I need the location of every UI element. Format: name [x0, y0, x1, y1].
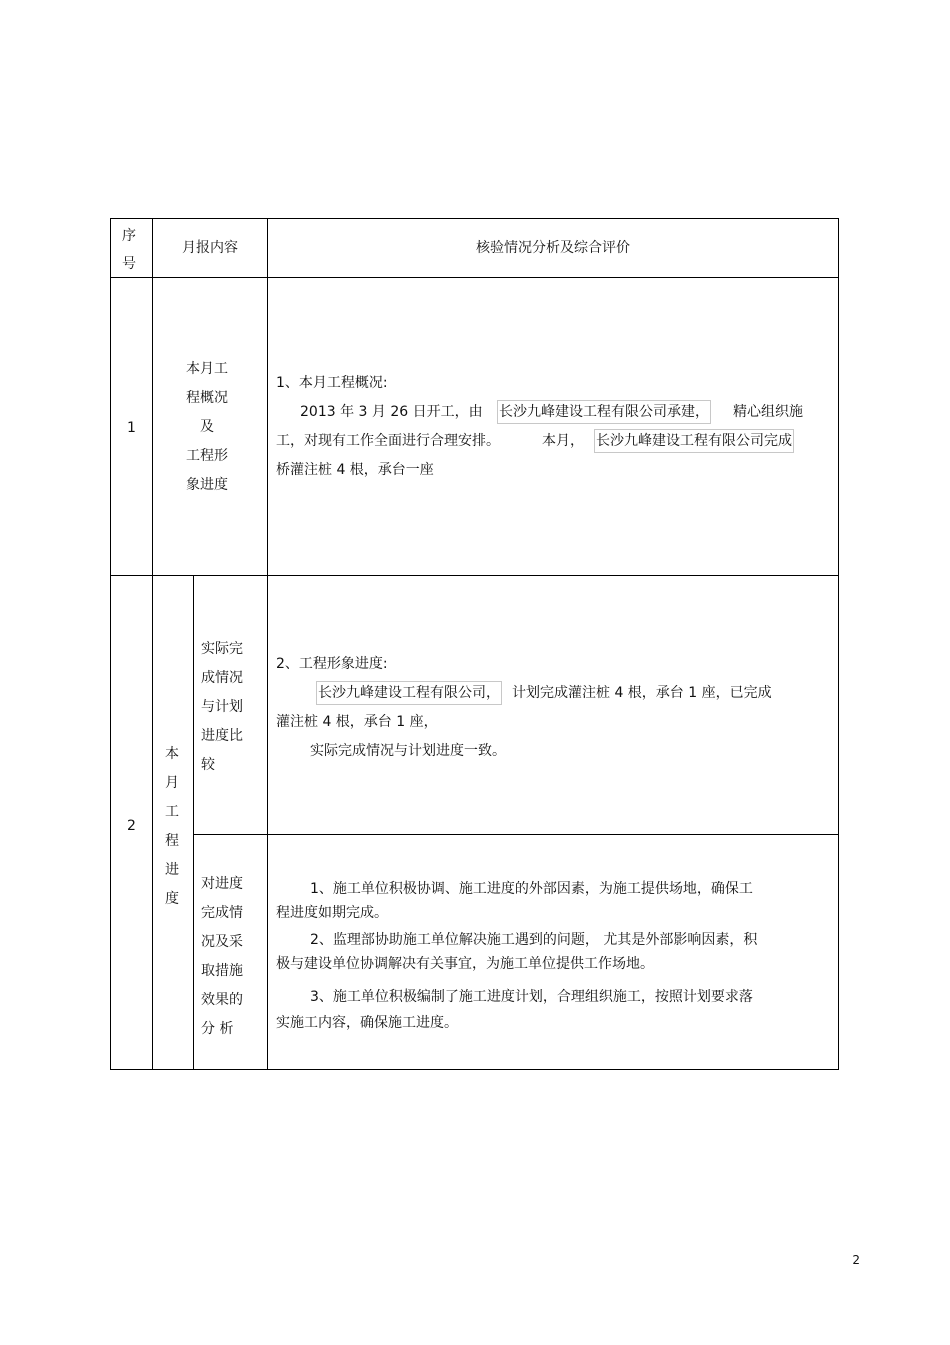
sub1-heading: 2、工程形象进度: [276, 656, 388, 672]
sub2-label-line6: 分 析 [201, 1021, 234, 1037]
row2-number: 2 [127, 818, 136, 834]
sub2-label-line2: 完成情 [201, 905, 243, 921]
table-border-right [838, 218, 839, 1070]
company-name-highlight: 长沙九峰建设工程有限公司完成 [596, 433, 792, 449]
row1-label-line2: 程概况 [186, 390, 228, 406]
sub2-p1-line1: 1、施工单位积极协调、施工进度的外部因素，为施工提供场地，确保工 [310, 881, 753, 897]
sub1-label-line5: 较 [201, 757, 215, 773]
page-number: 2 [852, 1253, 860, 1267]
sub2-p2-line2: 极与建设单位协调解决有关事宜，为施工单位提供工作场地。 [276, 956, 654, 972]
company-name-highlight: 长沙九峰建设工程有限公司， [318, 685, 500, 701]
row2-group-char: 度 [165, 891, 179, 907]
header-evaluation: 核验情况分析及综合评价 [476, 240, 630, 256]
row1-line1-suffix: 精心组织施 [733, 404, 803, 420]
sub1-label-line4: 进度比 [201, 728, 243, 744]
header-no-line1: 序 [122, 228, 136, 244]
row2-group-label [157, 740, 187, 914]
row2-sub-divider [193, 834, 839, 835]
sub1-line2: 灌注桩 4 根，承台 1 座， [276, 714, 438, 730]
row2-group-char: 月 [165, 775, 179, 791]
header-no-line2: 号 [122, 256, 136, 272]
sub2-label-line1: 对进度 [201, 876, 243, 892]
row1-label-line5: 象进度 [186, 477, 228, 493]
header-content: 月报内容 [182, 240, 238, 256]
col-divider-sub [193, 575, 194, 1070]
row1-line3: 桥灌注桩 4 根，承台一座 [276, 462, 434, 478]
table-border-top [110, 218, 839, 219]
col-divider-2 [267, 218, 268, 1070]
sub2-label-line5: 效果的 [201, 992, 243, 1008]
row1-divider [110, 575, 839, 576]
table-border-bottom [110, 1069, 839, 1070]
sub1-label-line2: 成情况 [201, 670, 243, 686]
row1-heading: 1、本月工程概况: [276, 375, 388, 391]
sub2-p2-line1: 2、监理部协助施工单位解决施工遇到的问题， 尤其是外部影响因素，积 [310, 932, 758, 948]
row1-number: 1 [127, 420, 136, 436]
row1-label-line4: 工程形 [186, 448, 228, 464]
sub1-label-line3: 与计划 [201, 699, 243, 715]
sub2-p3-line1: 3、施工单位积极编制了施工进度计划，合理组织施工，按照计划要求落 [310, 989, 753, 1005]
sub2-p1-line2: 程进度如期完成。 [276, 905, 388, 921]
sub1-label-line1: 实际完 [201, 641, 243, 657]
row1-line1-prefix: 2013 年 3 月 26 日开工，由 [300, 404, 483, 420]
row2-group-char: 程 [165, 833, 179, 849]
header-row-divider [110, 277, 839, 278]
row2-group-char: 进 [165, 862, 179, 878]
sub2-label-line3: 况及采 [201, 934, 243, 950]
row1-line2-mid: 本月， [542, 433, 584, 449]
table-border-left [110, 218, 111, 1070]
sub2-p3-line2: 实施工内容，确保施工进度。 [276, 1015, 458, 1031]
sub2-label-line4: 取措施 [201, 963, 243, 979]
sub1-line3: 实际完成情况与计划进度一致。 [310, 743, 506, 759]
row2-group-char: 本 [165, 746, 179, 762]
row2-group-char: 工 [165, 804, 179, 820]
row1-line2-prefix: 工，对现有工作全面进行合理安排。 [276, 433, 500, 449]
row1-label-line3: 及 [200, 419, 214, 435]
col-divider-1 [152, 218, 153, 1070]
company-name-highlight: 长沙九峰建设工程有限公司承建， [499, 404, 709, 420]
row1-label-line1: 本月工 [186, 361, 228, 377]
sub1-line1-rest: 计划完成灌注桩 4 根，承台 1 座，已完成 [512, 685, 772, 701]
